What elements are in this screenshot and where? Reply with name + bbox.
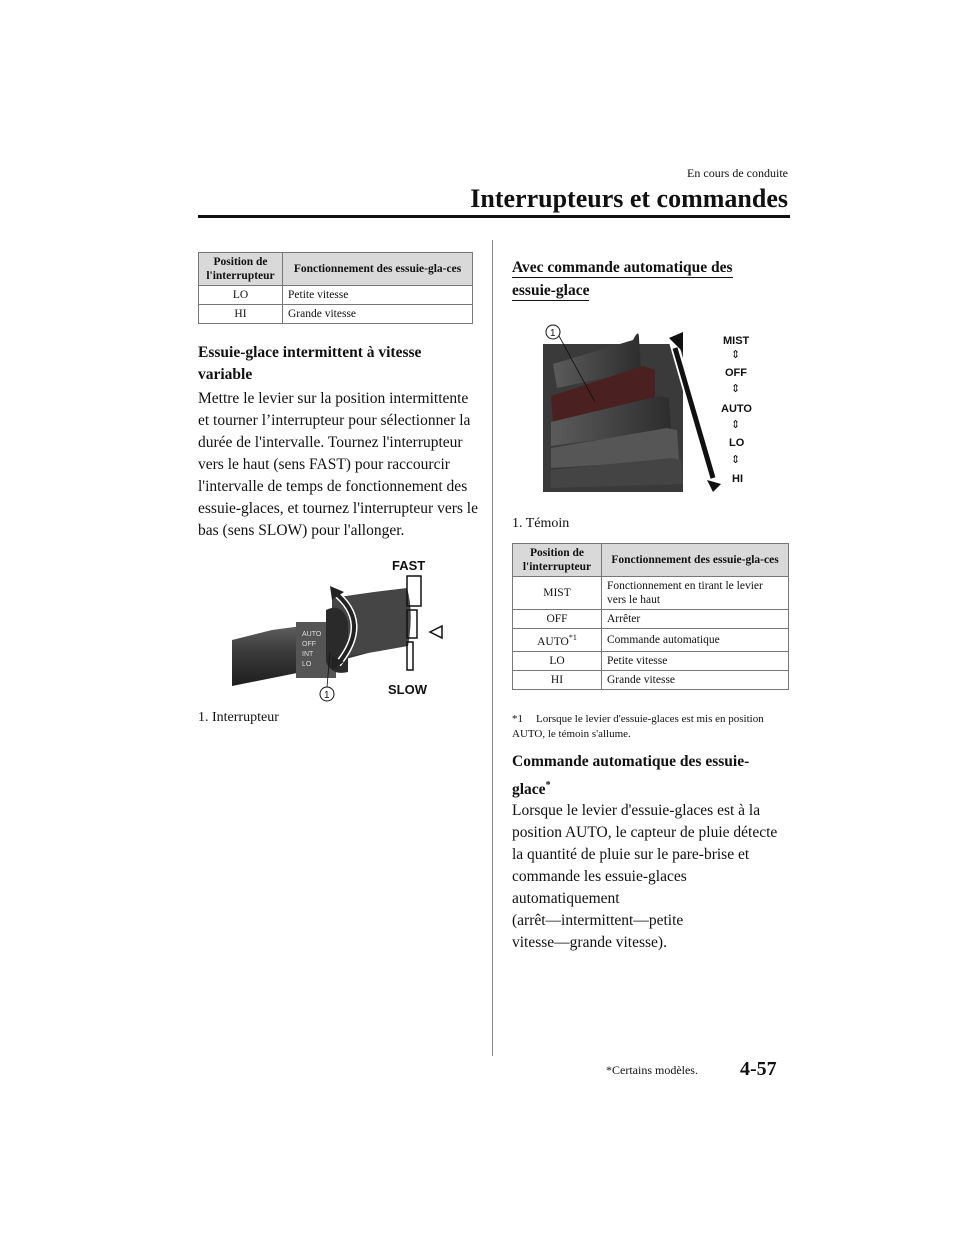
table-row bbox=[513, 629, 789, 652]
position-text: AUTO bbox=[537, 635, 569, 648]
table-cell-position: LO bbox=[513, 651, 602, 670]
double-arrow-icon: ⇕ bbox=[731, 419, 741, 431]
footnote-mark: *1 bbox=[512, 713, 523, 725]
left-figure-caption: 1. Interrupteur bbox=[198, 710, 279, 725]
header-rule bbox=[198, 215, 790, 218]
footnote-text: Lorsque le levier d'essuie-glaces est mis en position AUTO, le témoin s'allume. bbox=[512, 713, 764, 740]
auto-control-paragraph bbox=[512, 800, 797, 954]
double-arrow-icon: ⇕ bbox=[731, 454, 741, 466]
position-label-hi: HI bbox=[732, 473, 743, 485]
position-label-lo: LO bbox=[729, 437, 745, 449]
running-header-section: En cours de conduite bbox=[687, 166, 788, 180]
running-header-title: Interrupteurs et commandes bbox=[470, 184, 788, 213]
table-cell-operation: Fonctionnement en tirant le levier vers le haut bbox=[602, 577, 789, 610]
table-cell-operation: Grande vitesse bbox=[602, 670, 789, 689]
footnote-marker: * bbox=[545, 780, 551, 791]
table-row bbox=[513, 577, 789, 610]
table-cell-operation: Petite vitesse bbox=[283, 286, 473, 305]
intermittent-paragraph: Mettre le levier sur la position intermittente et tourner l’interrupteur pour sélectionner la durée de l'intervalle. Tournez l'interrupteur vers le haut (sens FAST) pour raccourcir l'intervalle de temps de fonctionnement des essuie-glaces, et tournez l'interrupteur vers le bas (sens SLOW) pour l'allonger. bbox=[198, 390, 478, 539]
left-switch-table bbox=[198, 252, 473, 324]
right-switch-table bbox=[512, 543, 789, 690]
lever-mark: LO bbox=[302, 661, 312, 668]
table-header-position: Position de l'interrupteur bbox=[513, 544, 602, 577]
auto-wiper-lever-figure bbox=[543, 318, 765, 492]
table-cell-position: MIST bbox=[513, 577, 602, 610]
table-cell-position: OFF bbox=[513, 610, 602, 629]
table-cell-position bbox=[513, 629, 602, 652]
pointer-triangle-icon bbox=[430, 626, 442, 638]
table-header-operation: Fonctionnement des essuie-gla-ces bbox=[602, 544, 789, 577]
table-cell-operation: Grande vitesse bbox=[283, 305, 473, 324]
paragraph-line: la quantité de pluie sur le pare-brise et bbox=[512, 846, 750, 863]
table-header-position: Position de l'interrupteur bbox=[199, 253, 283, 286]
position-label-mist: MIST bbox=[723, 335, 750, 347]
table-cell-position: HI bbox=[513, 670, 602, 689]
paragraph-line: automatiquement bbox=[512, 890, 620, 907]
paragraph-line: position AUTO, le capteur de pluie détecte bbox=[512, 824, 778, 841]
table-cell-position: HI bbox=[199, 305, 283, 324]
lever-mark: AUTO bbox=[302, 631, 322, 638]
position-label-off: OFF bbox=[725, 367, 747, 379]
section-heading-intermittent: Essuie-glace intermittent à vitesse variable bbox=[198, 344, 422, 383]
interval-switch-figure bbox=[232, 552, 462, 702]
table-row bbox=[513, 651, 789, 670]
lever-mark: OFF bbox=[302, 641, 316, 648]
paragraph-line: commande les essuie-glaces bbox=[512, 868, 687, 885]
callout-number: 1 bbox=[324, 690, 330, 701]
table-cell-operation: Commande automatique bbox=[602, 629, 789, 652]
fast-label: FAST bbox=[392, 558, 426, 573]
paragraph-line: vitesse―grande vitesse). bbox=[512, 934, 667, 951]
table-cell-position: LO bbox=[199, 286, 283, 305]
interval-bar bbox=[407, 642, 413, 670]
table-row bbox=[513, 610, 789, 629]
heading-text: Avec commande automatique des essuie-glace bbox=[512, 259, 733, 299]
double-arrow-icon: ⇕ bbox=[731, 349, 741, 361]
position-label-auto: AUTO bbox=[721, 403, 752, 415]
double-arrow-icon: ⇕ bbox=[731, 383, 741, 395]
heading-text: Commande automatique des essuie-glace bbox=[512, 753, 750, 799]
paragraph-line: (arrêt―intermittent―petite bbox=[512, 912, 684, 929]
table-row bbox=[513, 670, 789, 689]
right-figure-caption: 1. Témoin bbox=[512, 516, 570, 531]
callout-number: 1 bbox=[550, 328, 556, 339]
slow-label: SLOW bbox=[388, 682, 427, 697]
table-cell-operation: Arrêter bbox=[602, 610, 789, 629]
footer-note: *Certains modèles. bbox=[606, 1063, 698, 1077]
lever-mark: INT bbox=[302, 651, 314, 658]
table-footnote bbox=[512, 712, 787, 742]
column-divider bbox=[492, 240, 493, 1056]
table-row bbox=[199, 286, 473, 305]
paragraph-line: Lorsque le levier d'essuie-glaces est à la bbox=[512, 802, 761, 819]
page-number: 4-57 bbox=[740, 1058, 777, 1080]
footnote-marker: *1 bbox=[568, 633, 577, 642]
table-row bbox=[199, 305, 473, 324]
section-heading-auto-control bbox=[512, 750, 777, 802]
section-heading-auto-wiper bbox=[512, 256, 772, 302]
table-header-operation: Fonctionnement des essuie-gla-ces bbox=[283, 253, 473, 286]
table-cell-operation: Petite vitesse bbox=[602, 651, 789, 670]
